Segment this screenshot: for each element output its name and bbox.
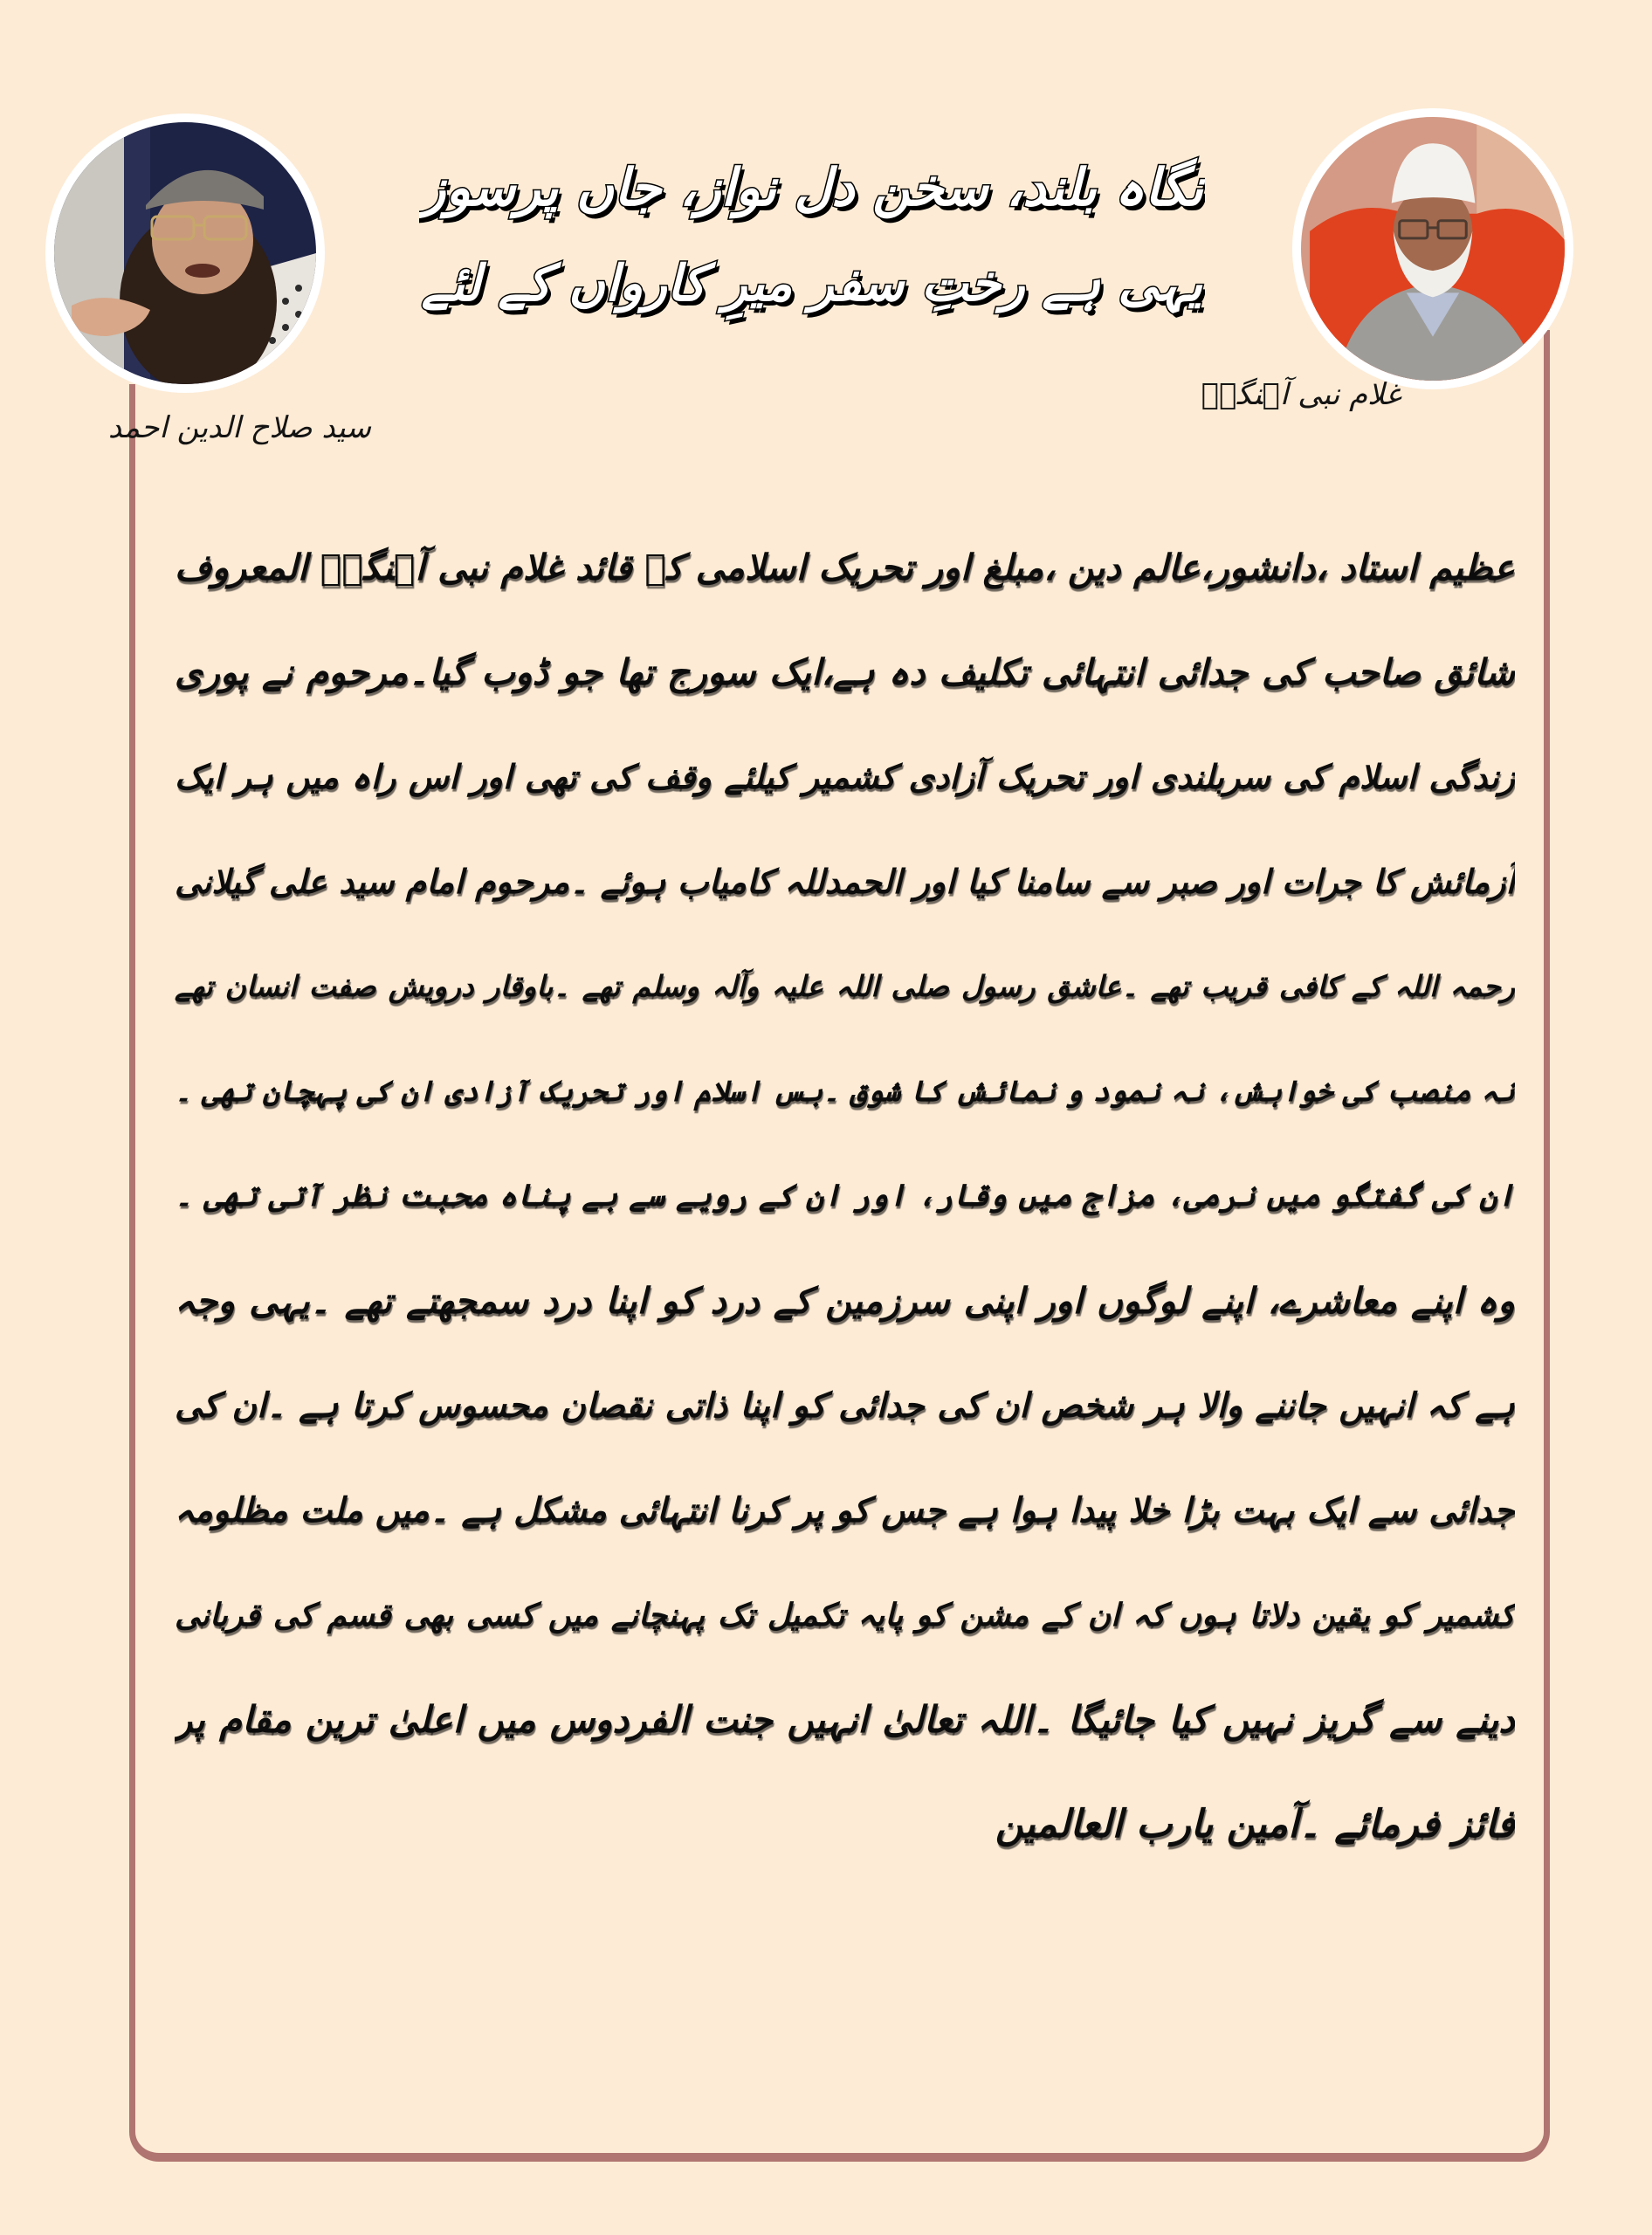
- title-verse: [419, 140, 1205, 332]
- paragraph-line: زندگی اسلام کی سربلندی اور تحریک آزادی کشمیر کیلئے وقف کی تھی اور اس راہ میں ہر ایک: [175, 757, 1515, 796]
- paragraph-line: ان کی گفتگو میں نرمی، مزاج میں وقار، اور ان کے رویے سے بے پناہ محبت نظر آتی تھی ۔: [175, 1178, 1515, 1214]
- paragraph-line: شائق صاحب کی جدائی انتہائی تکلیف دہ ہے،ایک سورج تھا جو ڈوب گیا۔مرحوم نے پوری: [175, 651, 1515, 693]
- paragraph-line: ہے کہ انہیں جاننے والا ہر شخص ان کی جدائی کو اپنا ذاتی نقصان محسوس کرتا ہے ۔ان کی: [175, 1386, 1515, 1426]
- frame-left-border: [129, 384, 135, 2122]
- paragraph-line: عظیم استاد ،دانشور،عالم دین ،مبلغ اور تحریک اسلامی کے قائد غلام نبی آہنگرؒ المعروف: [175, 547, 1515, 588]
- frame-right-border: [1544, 330, 1550, 2122]
- paragraph-line: رحمہ اللہ کے کافی قریب تھے ۔عاشق رسول صلی اللہ علیہ وآلہ وسلم تھے ۔باوقار درویش صفت انسان تھے: [175, 969, 1515, 1003]
- paragraph-line: جدائی سے ایک بہت بڑا خلا پیدا ہوا ہے جس کو پر کرنا انتہائی مشکل ہے ۔میں ملت مظلومہ: [175, 1490, 1515, 1530]
- frame-bottom-border: [129, 2078, 1550, 2162]
- paragraph-line: دینے سے گریز نہیں کیا جائیگا ۔اللہ تعالیٰ انہیں جنت الفردوس میں اعلیٰ ترین مقام پر: [175, 1698, 1515, 1741]
- portrait-right: [1292, 108, 1573, 389]
- paragraph-line: نہ منصب کی خواہش، نہ نمود و نمائش کا شوق ۔بس اسلام اور تحریک آزادی ان کی پہچان تھی ۔: [175, 1074, 1515, 1108]
- tribute-paragraph: [175, 515, 1515, 1877]
- paragraph-line: کشمیر کو یقین دلاتا ہوں کہ ان کے مشن کو پایہ تکمیل تک پہنچانے میں کسی بھی قسم کی قربانی: [175, 1597, 1515, 1633]
- person-portrait-icon: [1301, 117, 1565, 381]
- paragraph-line: فائز فرمائے ۔آمین یارب العالمین: [995, 1802, 1515, 1846]
- portrait-left-caption: سید صلاح الدین احمد: [107, 410, 371, 445]
- paragraph-line: وہ اپنے معاشرے، اپنے لوگوں اور اپنی سرزمین کے درد کو اپنا درد سمجھتے تھے ۔یہی وجہ: [175, 1280, 1515, 1322]
- portrait-right-caption: غلام نبی آہنگرؒ: [1201, 377, 1401, 412]
- title-line-2: یہی ہے رختِ سفر میرِ کارواں کے لئے: [421, 254, 1203, 313]
- paragraph-line: آزمائش کا جرات اور صبر سے سامنا کیا اور الحمدللہ کامیاب ہوئے ۔مرحوم امام سید علی گیلانی: [175, 862, 1515, 901]
- title-line-1: نگاہ بلند، سخن دل نواز، جاں پرسوز: [420, 157, 1204, 217]
- person-portrait-icon: [54, 122, 316, 384]
- portrait-left: [45, 113, 325, 393]
